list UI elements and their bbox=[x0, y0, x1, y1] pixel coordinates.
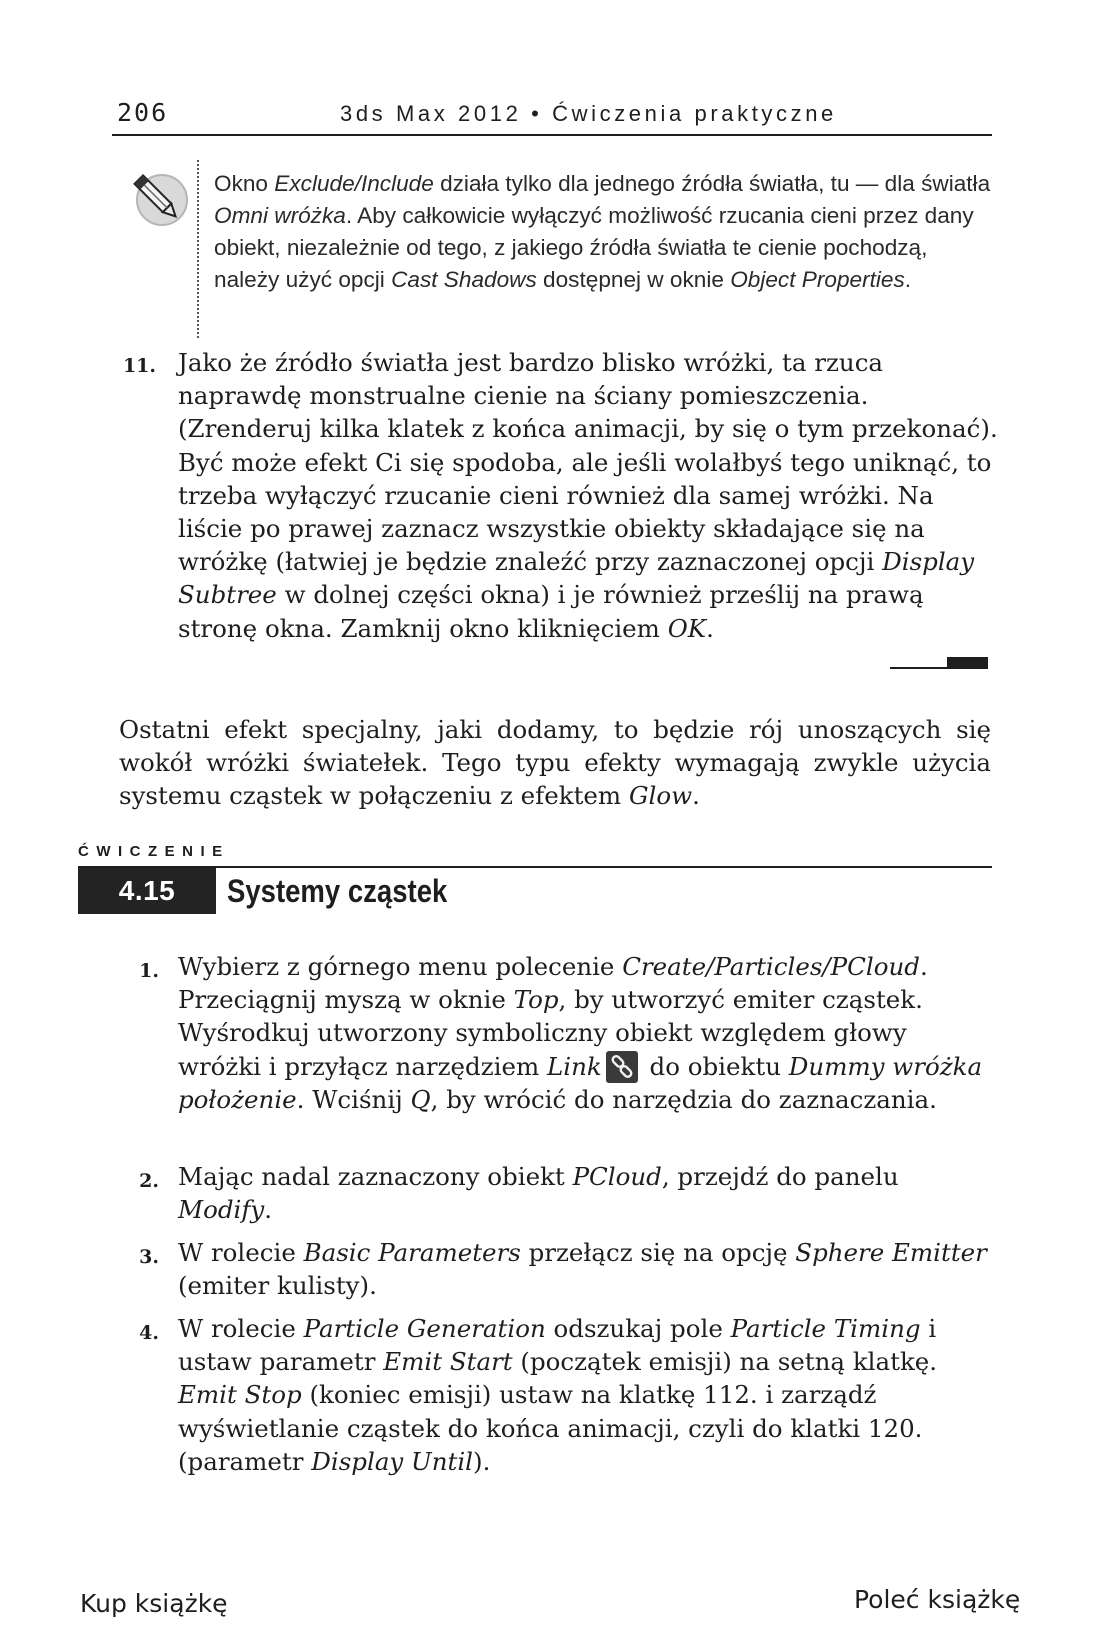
link-tool-icon bbox=[606, 1051, 638, 1083]
recommend-book-link[interactable]: Poleć książkę bbox=[854, 1585, 1021, 1614]
step-number: 4. bbox=[139, 1322, 159, 1344]
exercise-label: ĆWICZENIE bbox=[78, 843, 230, 860]
note-rule bbox=[197, 160, 199, 338]
pencil-note-icon bbox=[129, 167, 191, 229]
page-number: 206 bbox=[117, 98, 169, 127]
buy-book-link[interactable]: Kup książkę bbox=[80, 1589, 228, 1618]
step-text: W rolecie Particle Generation odszukaj pole Particle Timing i ustaw parametr Emit Start (początek emisji) na setną klatkę. Emit Stop (koniec emisji) ustaw na klatkę 112. i zarządź wyświetlanie cząstek do końca animacji, czyli do klatki 120. (parametr Display Until). bbox=[178, 1314, 938, 1476]
step-number: 2. bbox=[139, 1170, 159, 1192]
exercise-title: Systemy cząstek bbox=[227, 873, 448, 909]
header-rule bbox=[112, 134, 992, 136]
end-marker-line bbox=[890, 667, 952, 669]
step-number: 3. bbox=[139, 1246, 159, 1268]
step-text: Mając nadal zaznaczony obiekt PCloud, przejdź do panelu Modify. bbox=[178, 1162, 899, 1225]
body-paragraph: Ostatni efekt specjalny, jaki dodamy, to będzie rój unoszących się wokół wróżki światełek. Tego typu efekty wymagają zwykle użycia systemu cząstek w połączeniu z efektem Glow. bbox=[119, 715, 991, 811]
step-text: Wybierz z górnego menu polecenie Create/Particles/PCloud. Przeciągnij myszą w oknie Top, by utworzyć emiter cząstek. Wyśrodkuj utworzony symboliczny obiekt względem głowy wróżki i przyłącz narzędziem Link do obiektu Dummy wróżka położenie. Wciśnij Q, by wrócić do narzędzia do zaznaczania. bbox=[178, 952, 983, 1114]
end-marker-block bbox=[947, 657, 988, 669]
step-number: 1. bbox=[139, 960, 159, 982]
note-text: Okno Exclude/Include działa tylko dla jednego źródła światła, tu — dla światła Omni wróżka. Aby całkowicie wyłączyć możliwość rzucania cieni przez dany obiekt, niezależnie od tego, z jakiego źródła światła te cienie pochodzą, należy użyć opcji Cast Shadows dostępnej w oknie Object Properties. bbox=[214, 171, 991, 292]
running-title: 3ds Max 2012 • Ćwiczenia praktyczne bbox=[340, 101, 837, 126]
exercise-number-badge: 4.15 bbox=[78, 868, 216, 914]
step-text: Jako że źródło światła jest bardzo blisko wróżki, ta rzuca naprawdę monstrualne cienie na ściany pomieszczenia. (Zrenderuj kilka klatek z końca animacji, by się o tym przekonać). Być może efekt Ci się spodoba, ale jeśli wolałbyś tego uniknąć, to trzeba wyłączyć rzucanie cieni również dla samej wróżki. Na liście po prawej zaznacz wszystkie obiekty składające się na wróżkę (łatwiej je będzie znaleźć przy zaznaczonej opcji Display Subtree w dolnej części okna) i je również prześlij na prawą stronę okna. Zamknij okno kliknięciem OK. bbox=[178, 348, 998, 643]
step-number: 11. bbox=[122, 355, 156, 377]
step-text: W rolecie Basic Parameters przełącz się na opcję Sphere Emitter (emiter kulisty). bbox=[178, 1238, 987, 1301]
